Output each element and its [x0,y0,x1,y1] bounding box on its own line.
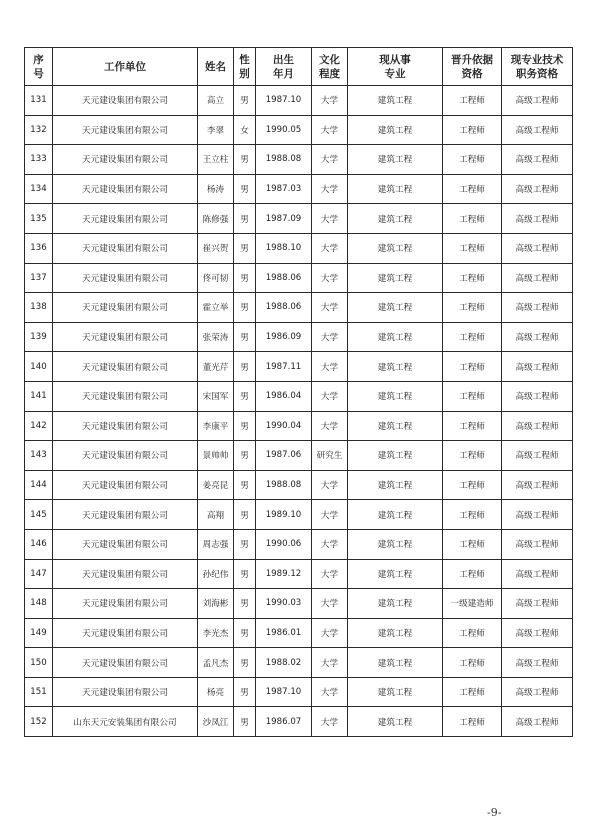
roster-sheet [24,47,572,737]
cell-title: 高级工程师 [502,500,573,530]
cell-seq: 152 [25,707,53,737]
cell-seq: 151 [25,677,53,707]
cell-birth: 1988.10 [256,233,312,263]
cell-basis: 工程师 [443,204,502,234]
cell-name: 李翠 [198,115,234,145]
cell-name: 陈修强 [198,204,234,234]
table-row [25,648,573,678]
cell-unit: 天元建设集团有限公司 [53,470,198,500]
cell-gender: 男 [234,174,256,204]
cell-seq: 132 [25,115,53,145]
table-row [25,707,573,737]
column-header-seq-line: 序 [33,53,44,66]
roster-table [24,47,573,737]
roster-table-body [25,86,573,737]
cell-major: 建筑工程 [348,559,443,589]
table-row [25,145,573,175]
cell-basis: 工程师 [443,411,502,441]
cell-edu: 大学 [312,322,348,352]
column-header-name-line: 姓名 [205,60,226,73]
column-header-gender-line: 性 [239,53,250,66]
cell-major: 建筑工程 [348,500,443,530]
cell-title: 高级工程师 [502,529,573,559]
cell-name: 佟可韧 [198,263,234,293]
cell-basis: 工程师 [443,352,502,382]
cell-title: 高级工程师 [502,589,573,619]
cell-name: 景帅帅 [198,441,234,471]
cell-gender: 男 [234,204,256,234]
cell-basis: 工程师 [443,559,502,589]
cell-name: 高立 [198,86,234,116]
cell-basis: 工程师 [443,115,502,145]
table-row [25,115,573,145]
cell-title: 高级工程师 [502,411,573,441]
cell-unit: 天元建设集团有限公司 [53,86,198,116]
cell-title: 高级工程师 [502,381,573,411]
cell-major: 建筑工程 [348,529,443,559]
cell-edu: 大学 [312,352,348,382]
cell-edu: 大学 [312,204,348,234]
cell-major: 建筑工程 [348,589,443,619]
cell-gender: 男 [234,411,256,441]
cell-title: 高级工程师 [502,648,573,678]
cell-unit: 天元建设集团有限公司 [53,529,198,559]
cell-basis: 工程师 [443,707,502,737]
cell-gender: 男 [234,648,256,678]
cell-basis: 工程师 [443,322,502,352]
cell-edu: 大学 [312,618,348,648]
column-header-edu [312,48,348,86]
cell-major: 建筑工程 [348,677,443,707]
cell-birth: 1987.09 [256,204,312,234]
cell-name: 张荣涛 [198,322,234,352]
cell-unit: 山东天元安装集团有限公司 [53,707,198,737]
cell-birth: 1986.04 [256,381,312,411]
cell-gender: 男 [234,589,256,619]
table-row [25,263,573,293]
column-header-edu-line: 程度 [319,67,340,80]
cell-major: 建筑工程 [348,470,443,500]
cell-birth: 1988.02 [256,648,312,678]
cell-unit: 天元建设集团有限公司 [53,500,198,530]
cell-seq: 140 [25,352,53,382]
cell-major: 建筑工程 [348,263,443,293]
cell-major: 建筑工程 [348,411,443,441]
table-row [25,441,573,471]
cell-title: 高级工程师 [502,322,573,352]
cell-basis: 工程师 [443,648,502,678]
cell-basis: 工程师 [443,86,502,116]
table-row [25,86,573,116]
cell-title: 高级工程师 [502,293,573,323]
cell-edu: 大学 [312,145,348,175]
table-row [25,470,573,500]
cell-seq: 145 [25,500,53,530]
column-header-edu-line: 文化 [319,53,340,66]
cell-major: 建筑工程 [348,86,443,116]
cell-gender: 男 [234,559,256,589]
cell-major: 建筑工程 [348,233,443,263]
cell-unit: 天元建设集团有限公司 [53,115,198,145]
cell-seq: 141 [25,381,53,411]
cell-title: 高级工程师 [502,174,573,204]
cell-edu: 大学 [312,411,348,441]
cell-birth: 1988.06 [256,293,312,323]
table-row [25,322,573,352]
cell-edu: 大学 [312,500,348,530]
cell-birth: 1990.05 [256,115,312,145]
cell-seq: 134 [25,174,53,204]
cell-gender: 男 [234,352,256,382]
cell-title: 高级工程师 [502,233,573,263]
cell-unit: 天元建设集团有限公司 [53,174,198,204]
header-row [25,48,573,86]
cell-unit: 天元建设集团有限公司 [53,559,198,589]
cell-name: 孟凡杰 [198,648,234,678]
cell-seq: 148 [25,589,53,619]
cell-gender: 男 [234,86,256,116]
cell-unit: 天元建设集团有限公司 [53,648,198,678]
table-row [25,589,573,619]
cell-name: 杨亮 [198,677,234,707]
cell-gender: 男 [234,707,256,737]
column-header-seq-line: 号 [33,67,44,80]
column-header-unit-line: 工作单位 [104,60,146,73]
cell-major: 建筑工程 [348,381,443,411]
column-header-birth-line: 出生 [273,53,294,66]
cell-basis: 工程师 [443,145,502,175]
cell-seq: 131 [25,86,53,116]
cell-unit: 天元建设集团有限公司 [53,263,198,293]
cell-basis: 工程师 [443,293,502,323]
table-row [25,352,573,382]
cell-gender: 男 [234,322,256,352]
cell-name: 李康平 [198,411,234,441]
cell-title: 高级工程师 [502,470,573,500]
column-header-seq [25,48,53,86]
cell-gender: 男 [234,500,256,530]
cell-major: 建筑工程 [348,322,443,352]
cell-birth: 1990.03 [256,589,312,619]
cell-major: 建筑工程 [348,293,443,323]
cell-edu: 大学 [312,470,348,500]
cell-birth: 1989.12 [256,559,312,589]
cell-unit: 天元建设集团有限公司 [53,293,198,323]
cell-unit: 天元建设集团有限公司 [53,411,198,441]
cell-unit: 天元建设集团有限公司 [53,233,198,263]
cell-unit: 天元建设集团有限公司 [53,352,198,382]
cell-basis: 工程师 [443,500,502,530]
cell-seq: 144 [25,470,53,500]
cell-birth: 1986.07 [256,707,312,737]
cell-gender: 男 [234,618,256,648]
cell-unit: 天元建设集团有限公司 [53,381,198,411]
cell-major: 建筑工程 [348,707,443,737]
cell-unit: 天元建设集团有限公司 [53,441,198,471]
column-header-title-line: 现专业技术 [510,53,564,66]
cell-edu: 研究生 [312,441,348,471]
cell-title: 高级工程师 [502,263,573,293]
table-row [25,677,573,707]
cell-birth: 1987.03 [256,174,312,204]
cell-major: 建筑工程 [348,618,443,648]
cell-edu: 大学 [312,174,348,204]
cell-seq: 142 [25,411,53,441]
cell-basis: 工程师 [443,618,502,648]
table-row [25,293,573,323]
cell-gender: 男 [234,293,256,323]
cell-major: 建筑工程 [348,174,443,204]
cell-title: 高级工程师 [502,86,573,116]
column-header-gender-line: 别 [239,67,250,80]
cell-edu: 大学 [312,115,348,145]
cell-name: 高翔 [198,500,234,530]
cell-edu: 大学 [312,648,348,678]
cell-birth: 1989.10 [256,500,312,530]
cell-title: 高级工程师 [502,204,573,234]
column-header-birth-line: 年月 [273,67,294,80]
cell-seq: 150 [25,648,53,678]
column-header-name [198,48,234,86]
cell-title: 高级工程师 [502,441,573,471]
cell-name: 董光芹 [198,352,234,382]
cell-seq: 143 [25,441,53,471]
cell-gender: 男 [234,233,256,263]
cell-gender: 男 [234,441,256,471]
cell-seq: 136 [25,233,53,263]
table-row [25,500,573,530]
cell-name: 王立柱 [198,145,234,175]
table-row [25,529,573,559]
cell-title: 高级工程师 [502,145,573,175]
table-row [25,411,573,441]
cell-name: 刘海彬 [198,589,234,619]
cell-basis: 工程师 [443,470,502,500]
cell-birth: 1986.09 [256,322,312,352]
cell-name: 崔兴贺 [198,233,234,263]
cell-name: 杨涛 [198,174,234,204]
cell-basis: 工程师 [443,174,502,204]
cell-basis: 工程师 [443,381,502,411]
cell-unit: 天元建设集团有限公司 [53,145,198,175]
cell-seq: 146 [25,529,53,559]
cell-major: 建筑工程 [348,648,443,678]
cell-name: 沙凤江 [198,707,234,737]
cell-basis: 一级建造师 [443,589,502,619]
cell-basis: 工程师 [443,529,502,559]
table-row [25,381,573,411]
cell-birth: 1988.06 [256,263,312,293]
cell-unit: 天元建设集团有限公司 [53,618,198,648]
cell-edu: 大学 [312,677,348,707]
cell-title: 高级工程师 [502,677,573,707]
cell-title: 高级工程师 [502,115,573,145]
cell-unit: 天元建设集团有限公司 [53,677,198,707]
cell-birth: 1988.08 [256,145,312,175]
cell-edu: 大学 [312,293,348,323]
column-header-title [502,48,573,86]
table-row [25,233,573,263]
table-row [25,174,573,204]
cell-gender: 男 [234,470,256,500]
cell-seq: 137 [25,263,53,293]
cell-seq: 138 [25,293,53,323]
cell-name: 李光杰 [198,618,234,648]
cell-basis: 工程师 [443,233,502,263]
cell-unit: 天元建设集团有限公司 [53,204,198,234]
cell-basis: 工程师 [443,263,502,293]
column-header-title-line: 职务资格 [516,67,558,80]
cell-gender: 男 [234,381,256,411]
column-header-major-line: 现从事 [379,53,411,66]
cell-edu: 大学 [312,86,348,116]
cell-name: 周志强 [198,529,234,559]
cell-gender: 男 [234,529,256,559]
cell-seq: 133 [25,145,53,175]
cell-birth: 1988.08 [256,470,312,500]
cell-title: 高级工程师 [502,618,573,648]
cell-name: 孙纪伟 [198,559,234,589]
cell-major: 建筑工程 [348,441,443,471]
cell-birth: 1987.06 [256,441,312,471]
column-header-basis-line: 晋升依据 [451,53,493,66]
cell-birth: 1987.10 [256,86,312,116]
cell-birth: 1987.11 [256,352,312,382]
cell-major: 建筑工程 [348,145,443,175]
cell-birth: 1990.06 [256,529,312,559]
cell-unit: 天元建设集团有限公司 [53,322,198,352]
page-number: -9- [487,806,502,819]
table-row [25,204,573,234]
cell-title: 高级工程师 [502,352,573,382]
cell-major: 建筑工程 [348,115,443,145]
cell-title: 高级工程师 [502,707,573,737]
cell-seq: 139 [25,322,53,352]
roster-table-header [25,48,573,86]
cell-basis: 工程师 [443,441,502,471]
column-header-major [348,48,443,86]
cell-edu: 大学 [312,263,348,293]
cell-birth: 1990.04 [256,411,312,441]
cell-seq: 149 [25,618,53,648]
cell-gender: 女 [234,115,256,145]
column-header-basis-line: 资格 [461,67,483,80]
column-header-basis [443,48,502,86]
cell-edu: 大学 [312,589,348,619]
cell-edu: 大学 [312,559,348,589]
cell-name: 宋国军 [198,381,234,411]
cell-unit: 天元建设集团有限公司 [53,589,198,619]
cell-edu: 大学 [312,233,348,263]
cell-seq: 135 [25,204,53,234]
table-row [25,618,573,648]
cell-major: 建筑工程 [348,352,443,382]
cell-title: 高级工程师 [502,559,573,589]
cell-birth: 1986.01 [256,618,312,648]
cell-name: 霍立举 [198,293,234,323]
cell-gender: 男 [234,263,256,293]
cell-name: 姜亮昆 [198,470,234,500]
cell-seq: 147 [25,559,53,589]
cell-edu: 大学 [312,529,348,559]
column-header-birth [256,48,312,86]
cell-edu: 大学 [312,707,348,737]
column-header-major-line: 专业 [384,67,406,80]
cell-gender: 男 [234,677,256,707]
cell-major: 建筑工程 [348,204,443,234]
cell-birth: 1987.10 [256,677,312,707]
cell-basis: 工程师 [443,677,502,707]
column-header-unit [53,48,198,86]
cell-gender: 男 [234,145,256,175]
cell-edu: 大学 [312,381,348,411]
table-row [25,559,573,589]
column-header-gender [234,48,256,86]
